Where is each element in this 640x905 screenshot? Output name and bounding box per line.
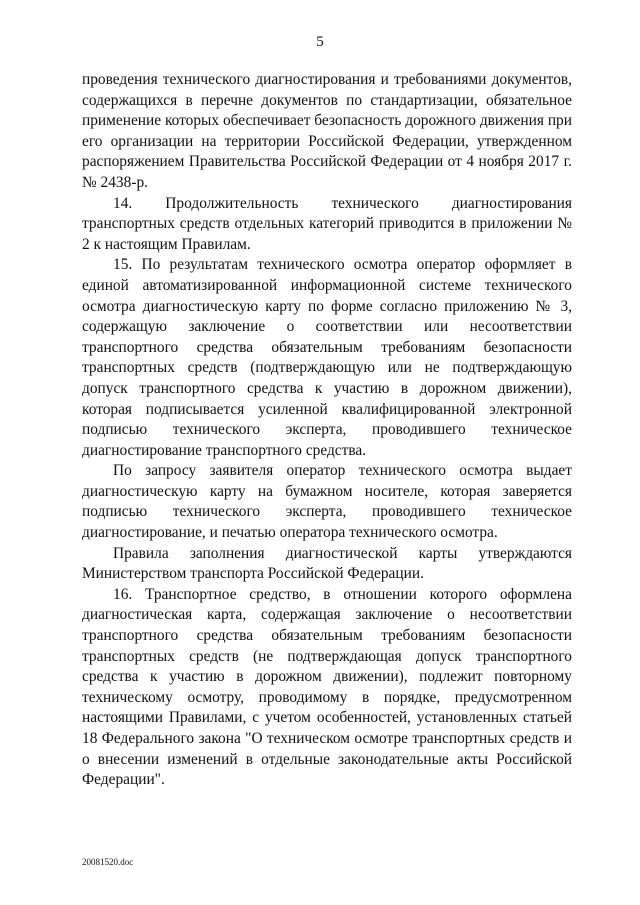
paragraph-item-16: 16. Транспортное средство, в отношении которого оформлена диагностическая карта, содержащая заключение о несоответствии транспортного средства обязательным требованиям безопасности транспортных средств (не подтверждающая допуск транспортного средства к участию в дорожном движении), подлежит повторному техническому осмотру, проводимому в порядке, предусмотренном настоящими Правилами, с учетом особенностей, установленных статьей 18 Федерального закона "О техническом осмотре транспортных средств и о внесении изменений в отдельные законодательные акты Российской Федерации". — [82, 585, 572, 789]
document-body — [82, 70, 572, 791]
paragraph-request-card: По запросу заявителя оператор технического осмотра выдает диагностическую карту на бумажном носителе, которая заверяется подписью технического эксперта, проводившего техническое диагностирование, и печатью оператора технического осмотра. — [82, 462, 572, 542]
page-number: 5 — [316, 34, 324, 50]
paragraph-item-15: 15. По результатам технического осмотра оператор оформляет в единой автоматизированной информационной системе технического осмотра диагностическую карту по форме согласно приложению № 3, содержащую заключение о соответствии или несоответствии транспортного средства обязательным требованиям безопасности транспортных средств (подтверждающую или не подтверждающую допуск транспортного средства к участию в дорожном движении), которая подписывается усиленной квалифицированной электронной подписью технического эксперта, проводившего техническое диагностирование транспортного средства. — [82, 256, 572, 459]
paragraph-filling-rules: Правила заполнения диагностической карты утверждаются Министерством транспорта Российской Федерации. — [82, 544, 572, 583]
paragraph-item-14: 14. Продолжительность технического диагностирования транспортных средств отдельных категорий приводится в приложении № 2 к настоящим Правилам. — [82, 194, 572, 253]
footer-filename: 20081520.doc — [82, 857, 134, 867]
paragraph-continuation: проведения технического диагностирования и требованиями документов, содержащихся в перечне документов по стандартизации, обязательное применение которых обеспечивает безопасность дорожного движения при его организации на территории Российской Федерации, утвержденном распоряжением Правительства Российской Федерации от 4 ноября 2017 г. № 2438-р. — [82, 71, 572, 191]
